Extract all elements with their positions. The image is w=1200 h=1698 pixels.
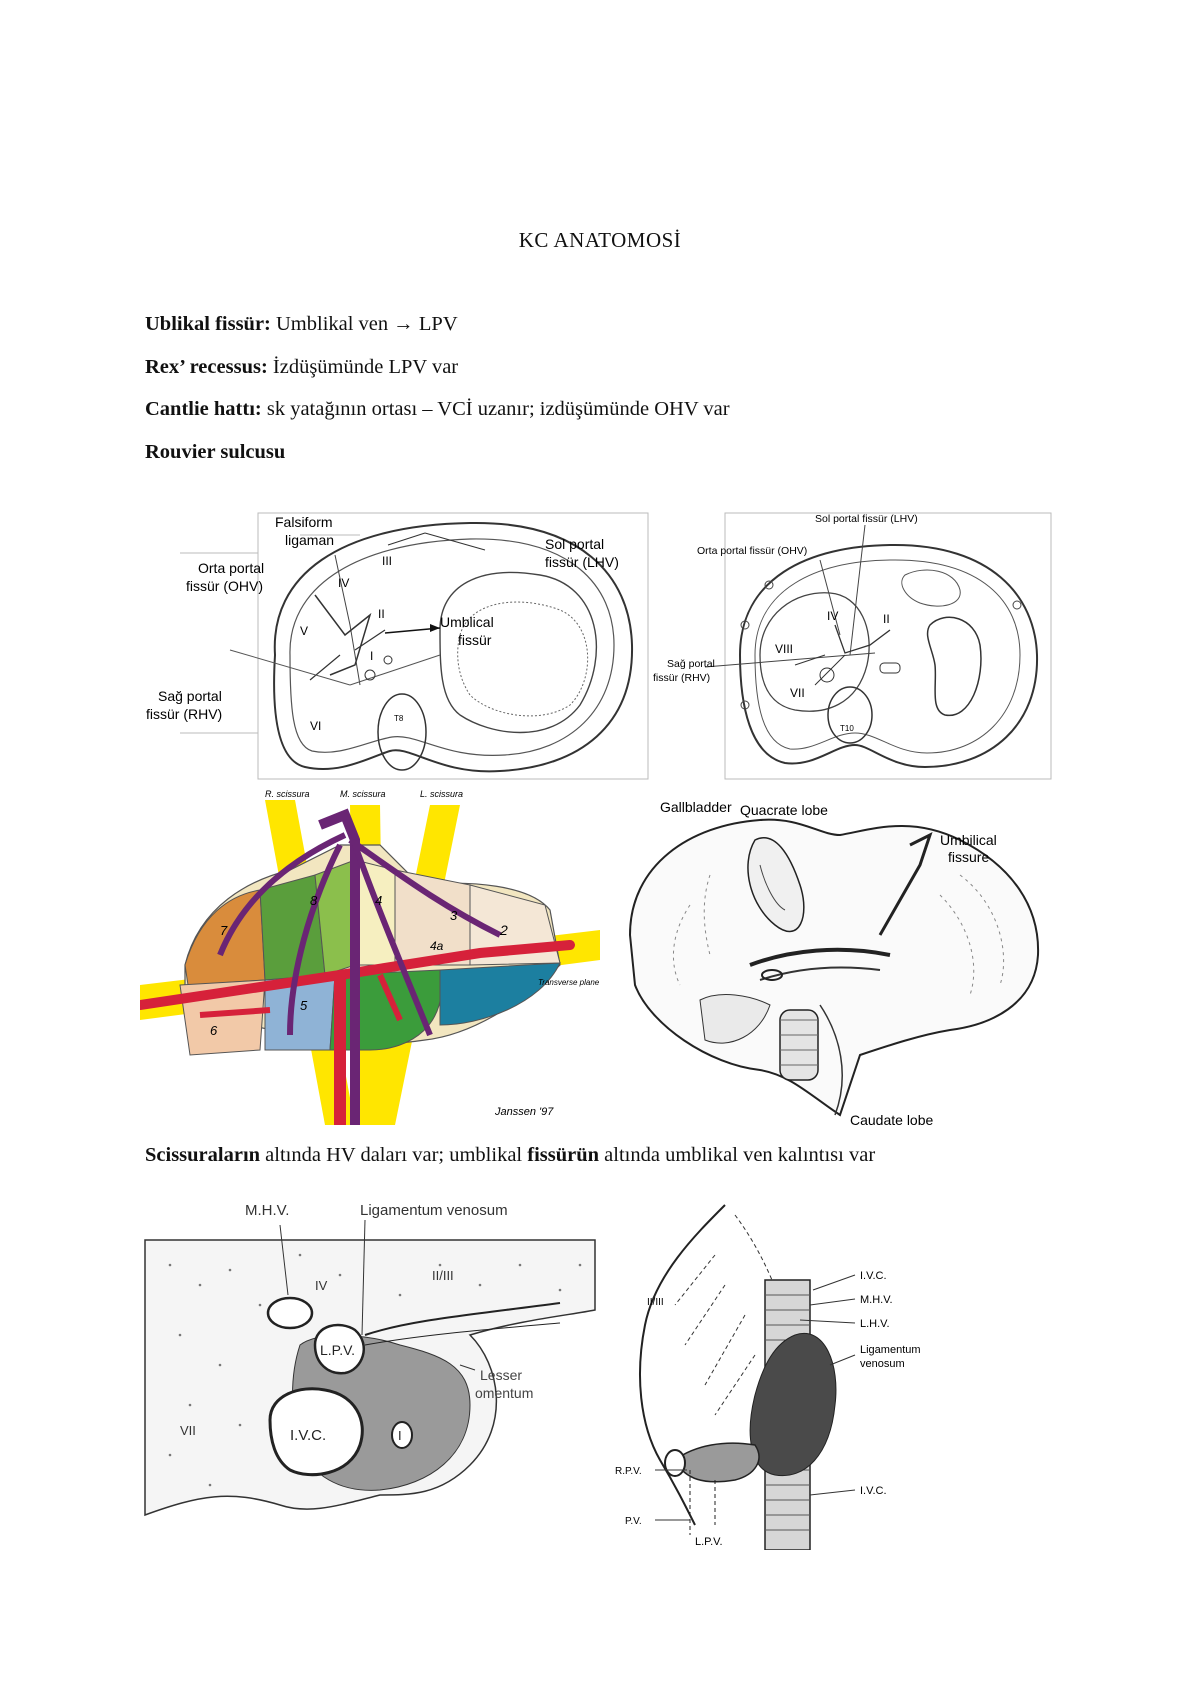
label-rpv: R.P.V. bbox=[615, 1466, 642, 1477]
label-lesser: Lesser bbox=[480, 1367, 523, 1383]
label-omentum: omentum bbox=[475, 1385, 534, 1401]
label-sol-portal-fissure: Sol portal fissür (LHV) bbox=[815, 513, 918, 525]
label-umbilical: Umbilical bbox=[940, 832, 997, 848]
segment-viii: VIII bbox=[775, 642, 794, 656]
segment-i: I bbox=[398, 1428, 402, 1443]
figure-axial-section-fissures bbox=[140, 505, 650, 783]
label-falsiform: Falsiform bbox=[275, 514, 333, 530]
segment-ii-iii: II/III bbox=[432, 1268, 454, 1283]
label-orta-portal: Orta portal bbox=[198, 560, 265, 576]
label-sag-portal: Sağ portal bbox=[667, 658, 715, 670]
label-ligamentum-venosum: Ligamentum venosum bbox=[360, 1202, 508, 1219]
segment-6: 6 bbox=[210, 1023, 218, 1038]
term-label: Rouvier sulcusu bbox=[145, 441, 286, 463]
label-gallbladder: Gallbladder bbox=[660, 799, 732, 815]
label-umbilical: Umblical bbox=[440, 614, 494, 630]
segment-iv: IV bbox=[315, 1278, 328, 1293]
label-orta-portal-fissure: Orta portal fissür (OHV) bbox=[697, 545, 808, 557]
segment-vi: VI bbox=[310, 719, 322, 733]
label-umbilical-fissure: fissür bbox=[458, 632, 492, 648]
label-sag-portal-fissure: fissür (RHV) bbox=[146, 706, 223, 722]
label-umbilical-fissure: fissure bbox=[948, 849, 990, 865]
figure-ligamentum-venosum-section bbox=[140, 1195, 610, 1550]
figure-axial-section-segments bbox=[645, 505, 1055, 783]
label-sag-portal-fissure: fissür (RHV) bbox=[653, 672, 711, 684]
vertebra-label: T8 bbox=[394, 714, 404, 723]
page-title: KC ANATOMOSİ bbox=[518, 228, 682, 252]
label-lpv: L.P.V. bbox=[320, 1342, 356, 1358]
caption-text-1: altında HV daları var; umblikal bbox=[260, 1144, 528, 1166]
segment-2: 2 bbox=[500, 922, 508, 938]
segment-4a: 4a bbox=[430, 939, 444, 953]
segment-3: 3 bbox=[450, 908, 458, 923]
term-text: Umblikal ven → LPV bbox=[270, 313, 458, 335]
figure-inferior-view bbox=[610, 795, 1050, 1130]
term-text: sk yatağının ortası – VCİ uzanır; izdüşümünde OHV var bbox=[261, 398, 730, 420]
label-sol-portal-fissure: fissür (LHV) bbox=[545, 554, 619, 570]
label-sol-portal: Sol portal bbox=[545, 536, 605, 552]
segment-i: I bbox=[370, 649, 374, 663]
caption-text-2: altında umblikal ven kalıntısı var bbox=[599, 1144, 876, 1166]
segment-5: 5 bbox=[300, 998, 308, 1013]
term-text: İzdüşümünde LPV var bbox=[267, 356, 459, 378]
segment-iv: IV bbox=[338, 576, 350, 590]
label-pv: P.V. bbox=[625, 1516, 642, 1527]
segment-8: 8 bbox=[310, 893, 318, 908]
label-right-scissura: R. scissura bbox=[265, 789, 310, 799]
illustrator-signature: Janssen '97 bbox=[495, 1106, 554, 1118]
label-transverse-plane: Transverse plane bbox=[538, 978, 600, 987]
label-ivc: I.V.C. bbox=[290, 1427, 327, 1444]
label-caudate-lobe: Caudate lobe bbox=[850, 1112, 934, 1128]
label-venosum: venosum bbox=[860, 1358, 905, 1370]
segment-ii-iii: II/III bbox=[647, 1297, 664, 1308]
vertebra-label: T10 bbox=[840, 724, 854, 733]
definition-rouvier-sulcus bbox=[145, 441, 285, 464]
term-label: Rex’ recessus: bbox=[145, 356, 268, 378]
caption-bold-1: Scissuraların bbox=[145, 1144, 261, 1166]
term-label: Cantlie hattı: bbox=[145, 398, 262, 420]
segment-v: V bbox=[300, 624, 309, 638]
label-ivc-top: I.V.C. bbox=[860, 1270, 887, 1282]
label-ligamentum: Ligamentum bbox=[860, 1344, 921, 1356]
label-ligaman: ligaman bbox=[285, 532, 335, 548]
label-lpv: L.P.V. bbox=[695, 1536, 723, 1548]
segment-ii: II bbox=[378, 607, 385, 621]
label-quadrate-lobe: Quacrate lobe bbox=[740, 802, 828, 818]
label-ivc-bottom: I.V.C. bbox=[860, 1485, 887, 1497]
definition-umbilical-fissure bbox=[145, 313, 458, 336]
figure-color-segments bbox=[140, 785, 600, 1130]
label-mhv: M.H.V. bbox=[860, 1294, 893, 1306]
definition-cantlie-line bbox=[145, 398, 730, 421]
label-orta-portal-fissure: fissür (OHV) bbox=[186, 578, 263, 594]
label-middle-scissura: M. scissura bbox=[340, 789, 386, 799]
label-left-scissura: L. scissura bbox=[420, 789, 464, 799]
term-label: Ublikal fissür: bbox=[145, 313, 271, 335]
label-sag-portal: Sağ portal bbox=[158, 688, 222, 704]
segment-iii: III bbox=[382, 554, 393, 568]
definition-rex-recessus bbox=[145, 356, 458, 379]
segment-vii: VII bbox=[790, 686, 805, 700]
caption-paragraph bbox=[145, 1144, 875, 1167]
segment-iv: IV bbox=[827, 609, 839, 623]
segment-4: 4 bbox=[375, 893, 383, 908]
segment-7: 7 bbox=[220, 923, 228, 938]
segment-vii: VII bbox=[180, 1423, 196, 1438]
figure-posterior-vessels bbox=[615, 1195, 1055, 1550]
label-lhv: L.H.V. bbox=[860, 1318, 890, 1330]
label-mhv: M.H.V. bbox=[245, 1202, 290, 1219]
caption-bold-2: fissürün bbox=[527, 1144, 600, 1166]
segment-ii: II bbox=[883, 612, 890, 626]
